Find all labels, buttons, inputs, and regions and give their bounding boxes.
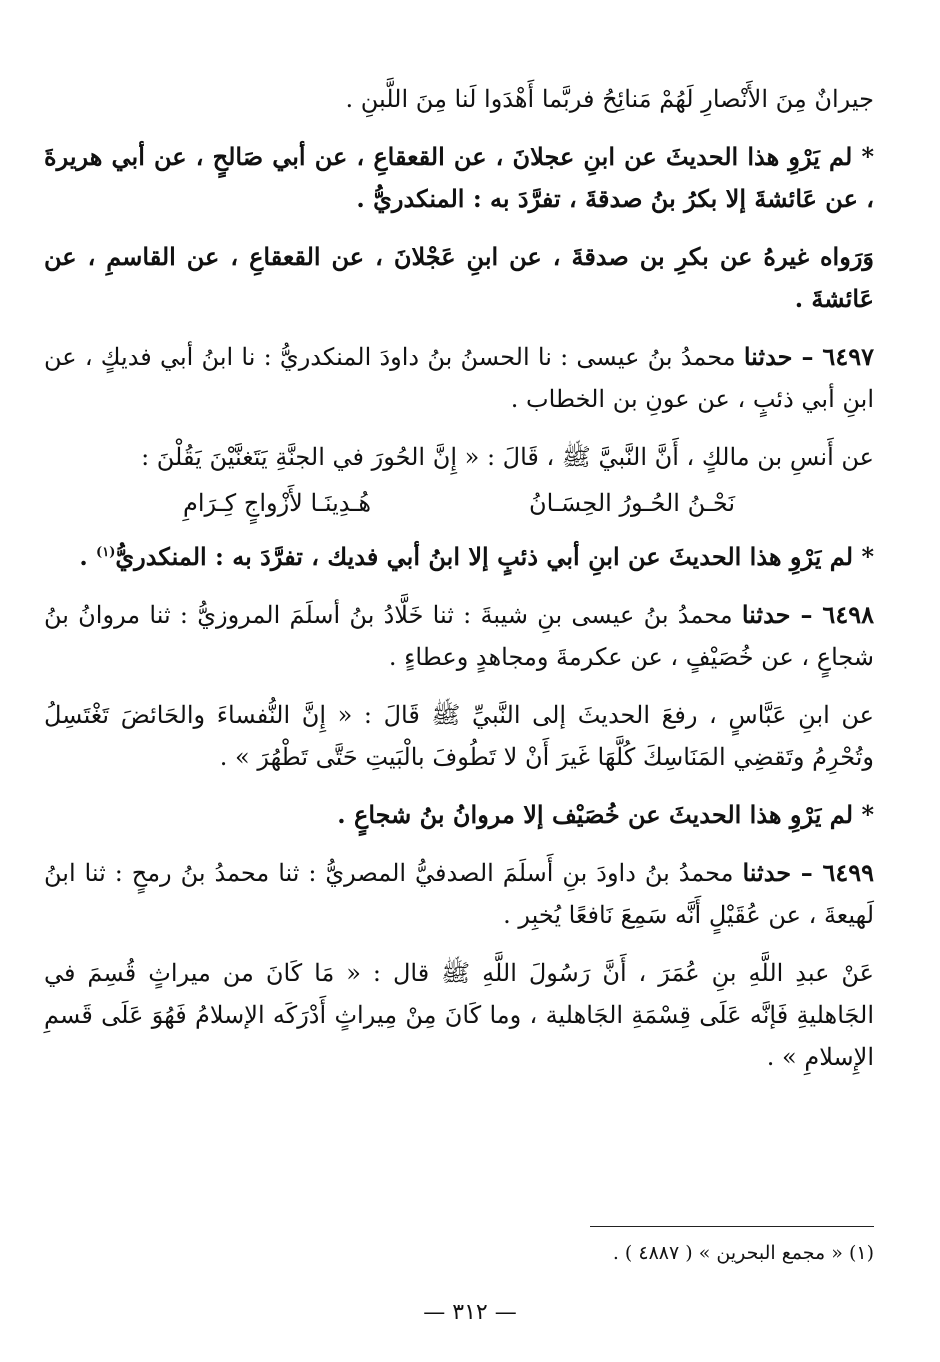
- hadith-6499-isnad: [44, 852, 874, 936]
- poem-verse: [44, 482, 874, 524]
- paragraph-text: عَنْ عبدِ اللَّهِ بنِ عُمَرَ ، أَنَّ رَسُولَ اللَّهِ ﷺ قال : « مَا كَانَ من ميراثٍ قُسِمَ في الجَاهليةِ فَإنَّه عَلَى قِسْمَةِ الجَاهلية ، وما كَانَ مِنْ مِيراثٍ أَدْرَكَه الإسلامُ فَهُوَ عَلَى قَسمِ الإِسلامِ » .: [44, 959, 874, 1071]
- hadith-6499-matn: [44, 952, 874, 1078]
- verse-hemistich: نَحْـنُ الحُـورُ الحِسَـانُ: [528, 489, 736, 517]
- footnote: (١) « مجمع البحرين » ( ٤٨٨٧ ) .: [612, 1242, 874, 1264]
- hadith-number: ٦٤٩٧ – حدثنا: [743, 342, 874, 371]
- paragraph-text: عن أَنسِ بن مالكٍ ، أَنَّ النَّبيَّ ﷺ ، قَالَ : « إِنَّ الحُورَ في الجنَّةِ يَتَغنَّيْنَ يَقُلْنَ :: [141, 443, 874, 471]
- hadith-6498-isnad: [44, 594, 874, 678]
- paragraph-text: عن ابنِ عَبَّاسٍ ، رفعَ الحديثَ إلى النَّبيِّ ﷺ قَالَ : « إِنَّ النُّفساءَ والحَائضَ تَغْتَسِلُ وتُحْرِمُ وتَقضِي المَنَاسِكَ كُلَّهَا غَيرَ أَنْ لا تَطُوفَ بالْبَيتِ حَتَّى تَطْهُرَ » .: [44, 701, 874, 771]
- paragraph-text: محمدُ بنُ عيسى : نا الحسنُ بنُ داودَ المنكدريُّ : نا ابنُ أبي فديكٍ ، عن ابنِ أبي ذئبٍ ، عن عونِ بن الخطاب .: [44, 343, 874, 413]
- paragraph-text: * لم يَرْوِ هذا الحديثَ عن خُصَيْف إلا مروانُ بنُ شجاعٍ .: [337, 800, 874, 829]
- paragraph-end: .: [79, 542, 97, 571]
- paragraph-text: * لم يَرْوِ هذا الحديثَ عن ابنِ عجلانَ ، عن القعقاعِ ، عن أبي صَالحٍ ، عن أبي هريرةَ ، عن عَائشةَ إلا بكرُ بنُ صدقةَ ، تفرَّدَ به : المنكدريُّ .: [44, 142, 874, 213]
- hadith-6497-isnad: [44, 336, 874, 420]
- paragraph-text: وَرَواه غيرهُ عن بكرِ بن صدقةَ ، عن ابنِ عَجْلانَ ، عن القعقاعِ ، عن القاسمِ ، عن عَائشةَ .: [44, 242, 874, 313]
- footnote-divider: [590, 1226, 874, 1227]
- paragraph-comment: [44, 236, 874, 320]
- hadith-number: ٦٤٩٨ – حدثنا: [741, 600, 874, 629]
- footnote-marker: (١): [96, 545, 116, 560]
- paragraph-text: محمدُ بنُ عيسى بنِ شيبةَ : ثنا خَلَّادُ بنُ أسلَمَ المروزيُّ : ثنا مروانُ بنُ شجاعٍ ، عن خُصَيْفٍ ، عن عكرمةَ ومجاهدٍ وعطاءٍ .: [44, 601, 874, 671]
- paragraph-comment: [44, 136, 874, 220]
- hadith-6498-matn: [44, 694, 874, 778]
- paragraph-text: محمدُ بنُ داودَ بنِ أَسلَمَ الصدفيُّ المصريُّ : ثنا محمدُ بنُ رمحٍ : ثنا ابنُ لَهيعةَ ، عن عُقَيْلٍ أَنَّه سَمِعَ نَافعًا يُخبِر .: [44, 859, 874, 929]
- hadith-6497-matn: [44, 436, 874, 478]
- paragraph-text: جيرانٌ مِنَ الأَنْصارِ لَهُمْ مَنائِحُ فربَّما أَهْدَوا لَنا مِنَ اللَّبنِ .: [345, 85, 874, 113]
- paragraph-continuation: [44, 78, 874, 120]
- paragraph-comment: [44, 536, 874, 578]
- verse-hemistich: هُـدِينَـا لأَزْواجٍ كِـرَامِ: [182, 489, 372, 517]
- page-body: [44, 78, 874, 1094]
- hadith-number: ٦٤٩٩ – حدثنا: [742, 858, 874, 887]
- page-number: — ٣١٢ —: [423, 1300, 517, 1325]
- paragraph-comment: [44, 794, 874, 836]
- paragraph-text: * لم يَرْوِ هذا الحديثَ عن ابنِ أبي ذئبٍ إلا ابنُ أبي فديك ، تفرَّدَ به : المنكدريُّ: [115, 542, 874, 571]
